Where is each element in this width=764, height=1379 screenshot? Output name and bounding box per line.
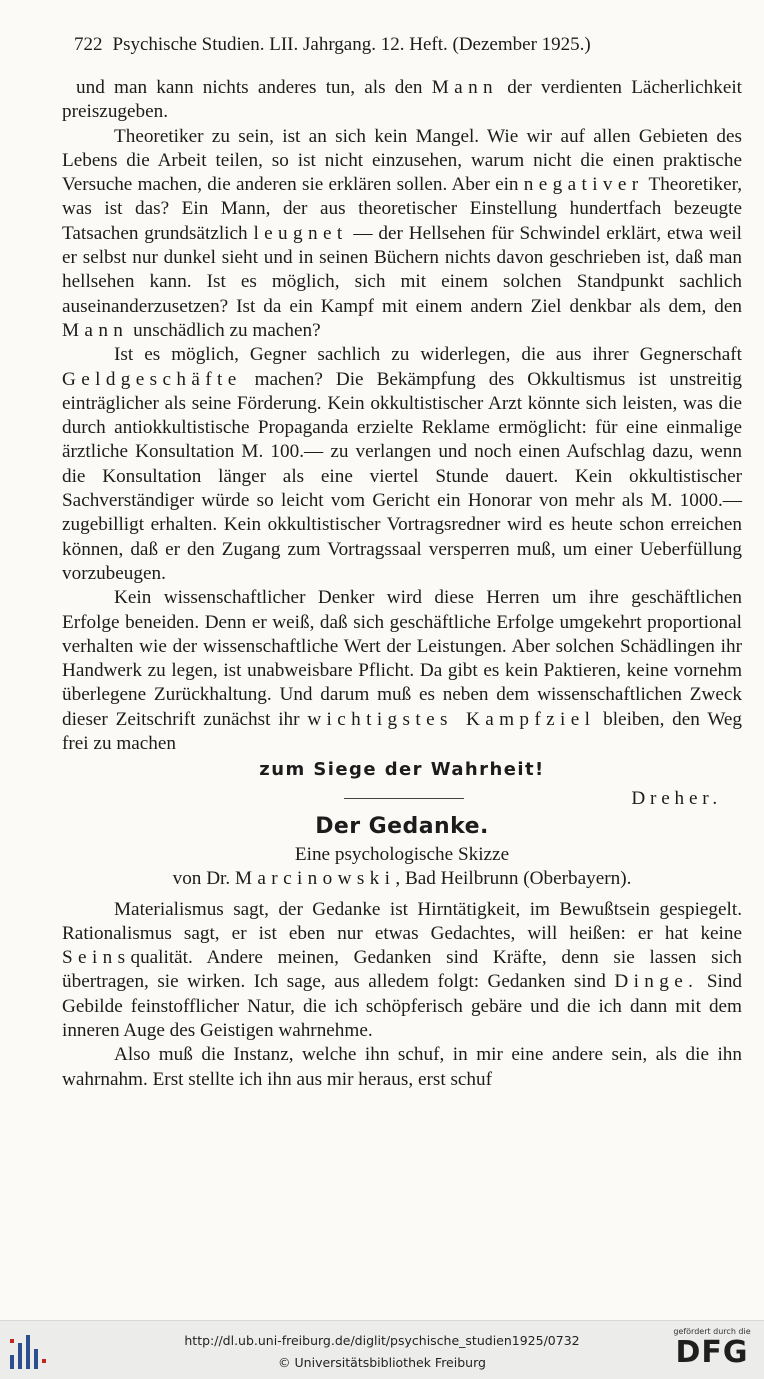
running-title: Psychische Studien. LII. Jahrgang. 12. Heft. (Dezember 1925.): [112, 34, 591, 55]
spaced-emphasis: Seins: [62, 947, 131, 969]
author-prefix: von Dr.: [172, 868, 231, 890]
closing-slogan: zum Siege der Wahrheit!: [259, 759, 545, 781]
article-author: [62, 867, 742, 891]
paragraph-2: [62, 125, 742, 344]
spaced-emphasis: negativer: [523, 174, 644, 196]
text-run: machen? Die Bekämpfung des Okkultismus ist unstreitig einträglicher als seine Förderung. Kein okkultistischer Arzt könnte sich leisten, was die durch antiokkultistische Propaganda erzielte Reklame ermöglicht: für eine einmalige ärztliche Konsultation M. 100.— zu verlangen und noch einen Aufschlag dazu, wenn die Konsultation länger als eine viertel Stunde dauert. Kein okkultistischer Sachverständiger würde so leicht vom Gericht ein Honorar von mehr als M. 1000.— zugebilligt erhalten. Kein okkultistischer Vortragsredner wird es heute schon erreichen können, daß er den Zugang zum Vortragssaal versperren muß, um einer Ueberfüllung vorzubeugen.: [62, 368, 742, 584]
spaced-emphasis: Geldgeschäfte: [62, 368, 242, 390]
article-subtitle: Eine psychologische Skizze: [294, 843, 510, 865]
spaced-emphasis: Mann: [62, 319, 129, 341]
sponsor-caption: gefördert durch die: [673, 1327, 751, 1336]
author-name: Marcinowski: [234, 868, 396, 890]
text-run: Ist es möglich, Gegner sachlich zu widerlegen, die aus ihrer Gegnerschaft: [114, 344, 742, 366]
dfg-logo-icon: DFG: [675, 1335, 749, 1370]
paragraph-3: [62, 343, 742, 586]
paragraph-1: [62, 76, 742, 125]
body-text: [62, 76, 742, 1092]
permalink-url[interactable]: http://dl.ub.uni-freiburg.de/diglit/psychische_studien1925/0732: [184, 1333, 580, 1348]
paragraph-5: [62, 898, 742, 1044]
library-footer: [0, 1320, 764, 1379]
text-run: bleiben, den Weg frei zu machen: [62, 708, 743, 755]
signature-row: [62, 785, 742, 813]
running-header: [74, 34, 714, 56]
text-run: Kein wissenschaftlicher Denker wird diese Herren um ihre geschäftlichen Erfolge beneiden. Denn er weiß, daß sich geschäftliche Erfolge umgekehrt proportional verhalten wie der wissenschaftliche Wert der Leistungen. Aber solchen Schädlingen ihr Handwerk zu legen, ist unabweisbare Pflicht. Da gibt es kein Paktieren, keine vornehm überlegene Zurückhaltung. Und darum muß es neben dem wissenschaftlichen Zweck dieser Zeitschrift zunächst ihr: [62, 587, 742, 730]
text-run: der verdienten Lächerlichkeit preiszugeben.: [62, 77, 743, 123]
text-run: — der Hellsehen für Schwindel erklärt, etwa weil er selbst nur dunkel sieht und in seinen Büchern nichts davon geschrieben ist, daß man hellsehen kann. Ist es möglich, sich mit einem solchen Standpunkt sachlich auseinanderzusetzen? Ist da ein Kampf mit einem andern Ziel denkbar als dem, den: [62, 222, 743, 317]
author-signature: Dreher.: [631, 787, 722, 809]
spaced-emphasis: wichtigstes Kampfziel: [307, 708, 596, 730]
text-run: unschädlich zu machen?: [133, 319, 321, 341]
text-run: qualität. Andere meinen, Gedanken sind Kräfte, denn sie lassen sich übertragen, sie wirken. Ich sage, aus alledem folgt: Gedanken sind: [62, 947, 742, 993]
spaced-emphasis: leugnet: [253, 222, 348, 244]
spaced-emphasis: Mann: [431, 77, 499, 98]
copyright-notice: © Universitätsbibliothek Freiburg: [278, 1355, 486, 1370]
section-divider: [344, 798, 464, 799]
text-run: und man kann nichts anderes tun, als den: [76, 77, 423, 98]
paragraph-4: [62, 586, 742, 756]
text-run: Materialismus sagt, der Gedanke ist Hirntätigkeit, im Bewußtsein gespiegelt. Rationalismus sagt, er ist eben nur etwas Gedachtes, will heißen: er hat keine: [62, 898, 742, 944]
page-number: 722: [74, 34, 103, 55]
author-suffix: , Bad Heilbrunn (Oberbayern).: [395, 868, 632, 890]
text-run: Theoretiker zu sein, ist an sich kein Mangel. Wie wir auf allen Gebieten des Lebens die Arbeit teilen, so ist nicht einzusehen, warum nicht die einen praktische Versuche machen, die anderen sie erklären sollen. Aber ein: [62, 125, 742, 196]
text-run: Theoretiker, was ist das? Ein Mann, der aus theoretischer Einstellung hundertfach bezeugte Tatsachen grundsätzlich: [62, 174, 743, 244]
spaced-emphasis: Dinge.: [614, 971, 699, 993]
dfg-sponsor-logo: [668, 1327, 756, 1375]
text-run: Sind Gebilde feinstofflicher Natur, die ich schöpferisch gebäre und die ich dann mit dem inneren Auge des Geistigen wahrnehme.: [62, 971, 743, 1041]
article-title: Der Gedanke.: [315, 813, 489, 839]
text-run: Also muß die Instanz, welche ihn schuf, in mir eine andere sein, als die ihn wahrnahm. Erst stellte ich ihn aus mir heraus, erst schuf: [62, 1044, 742, 1090]
paragraph-6: [62, 1043, 742, 1092]
